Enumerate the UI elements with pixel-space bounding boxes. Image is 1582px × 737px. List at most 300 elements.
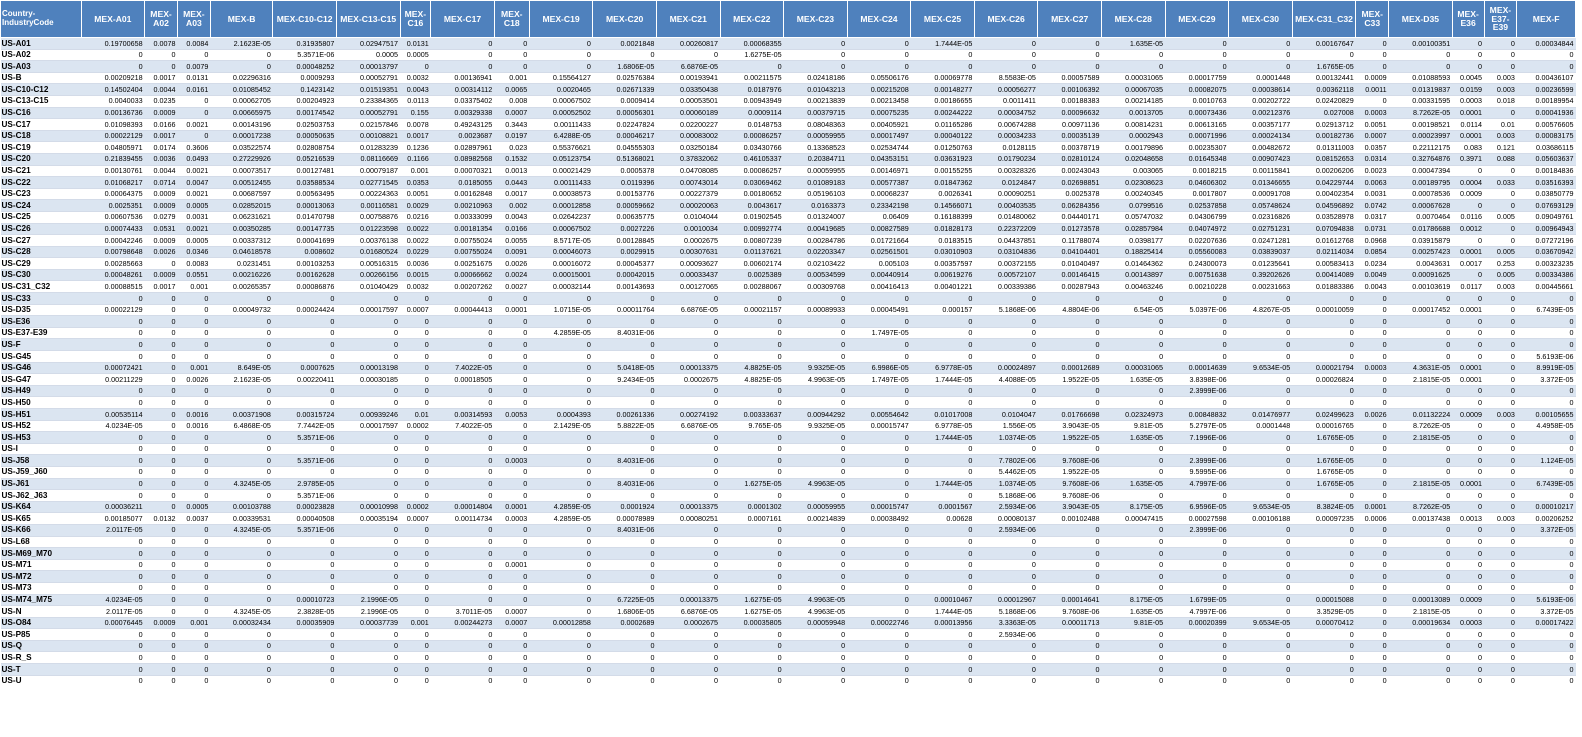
data-cell[interactable]: 0: [1038, 675, 1102, 686]
data-cell[interactable]: 2.3999E-06: [1165, 385, 1229, 397]
data-cell[interactable]: 0: [1389, 536, 1453, 548]
data-cell[interactable]: 0: [1229, 327, 1293, 339]
data-cell[interactable]: 0: [847, 49, 911, 61]
data-cell[interactable]: 0.00045377: [593, 258, 657, 270]
row-header-cell[interactable]: US-O84: [1, 617, 82, 629]
data-cell[interactable]: 0.00137438: [1389, 513, 1453, 525]
data-cell[interactable]: 0.0091: [494, 246, 529, 258]
data-cell[interactable]: 0.003: [1484, 130, 1517, 142]
data-cell[interactable]: 0.00073517: [210, 165, 273, 177]
data-cell[interactable]: 0.002: [494, 200, 529, 212]
data-cell[interactable]: 0.0004: [1452, 177, 1484, 189]
data-cell[interactable]: 0.00056277: [974, 84, 1038, 96]
data-cell[interactable]: 0: [210, 652, 273, 664]
data-cell[interactable]: 0.00114734: [431, 513, 495, 525]
data-cell[interactable]: 0: [431, 640, 495, 652]
data-cell[interactable]: 0.00333637: [720, 409, 784, 421]
data-cell[interactable]: 5.4462E-05: [974, 466, 1038, 478]
row-header-cell[interactable]: US-J61: [1, 478, 82, 490]
data-cell[interactable]: 0: [1452, 420, 1484, 432]
data-cell[interactable]: 0: [1389, 49, 1453, 61]
column-header-mex-c18[interactable]: MEX-C18: [494, 1, 529, 38]
data-cell[interactable]: 0.00100351: [1389, 38, 1453, 50]
data-cell[interactable]: 0: [81, 351, 145, 363]
data-cell[interactable]: 0.0731: [1356, 223, 1389, 235]
data-cell[interactable]: 0.00143196: [210, 119, 273, 131]
column-header-mex-c23[interactable]: MEX-C23: [784, 1, 848, 38]
data-cell[interactable]: 0: [1452, 339, 1484, 351]
data-cell[interactable]: 0: [974, 49, 1038, 61]
data-cell[interactable]: 0: [1229, 316, 1293, 328]
data-cell[interactable]: 0: [720, 455, 784, 467]
data-cell[interactable]: 0: [1389, 664, 1453, 676]
data-cell[interactable]: 0.05216539: [273, 153, 337, 165]
data-cell[interactable]: 0.00013089: [1389, 594, 1453, 606]
data-cell[interactable]: 0.00314112: [431, 84, 495, 96]
data-cell[interactable]: 0.0078: [145, 38, 178, 50]
data-cell[interactable]: 0: [1517, 490, 1576, 502]
data-cell[interactable]: 0: [1038, 443, 1102, 455]
data-cell[interactable]: 0: [177, 351, 210, 363]
data-cell[interactable]: 0: [1517, 316, 1576, 328]
data-cell[interactable]: 0.0132: [145, 513, 178, 525]
column-header-mex-e36[interactable]: MEX-E36: [1452, 1, 1484, 38]
data-cell[interactable]: 0.00174542: [273, 107, 337, 119]
data-cell[interactable]: 0: [1229, 571, 1293, 583]
data-cell[interactable]: 0.00088515: [81, 281, 145, 293]
data-cell[interactable]: 0: [784, 664, 848, 676]
data-cell[interactable]: 0: [911, 466, 975, 478]
data-cell[interactable]: 0.06231621: [210, 211, 273, 223]
data-cell[interactable]: 0: [336, 571, 400, 583]
data-cell[interactable]: 0: [210, 664, 273, 676]
data-cell[interactable]: 0: [720, 443, 784, 455]
data-cell[interactable]: 0.04708085: [656, 165, 720, 177]
data-cell[interactable]: 0: [1165, 316, 1229, 328]
data-cell[interactable]: 0.00038573: [529, 188, 593, 200]
data-cell[interactable]: 0.0116: [1452, 211, 1484, 223]
data-cell[interactable]: 0: [720, 316, 784, 328]
data-cell[interactable]: 9.2434E-05: [593, 374, 657, 386]
data-cell[interactable]: 0.00209218: [81, 72, 145, 84]
data-cell[interactable]: 0.01324007: [784, 211, 848, 223]
data-cell[interactable]: 2.1815E-05: [1389, 432, 1453, 444]
data-cell[interactable]: 0: [593, 640, 657, 652]
data-cell[interactable]: 0.04437851: [974, 235, 1038, 247]
data-cell[interactable]: 0.0279: [145, 211, 178, 223]
data-cell[interactable]: 1.635E-05: [1101, 432, 1165, 444]
data-cell[interactable]: 0: [1484, 339, 1517, 351]
data-cell[interactable]: 0.02324973: [1101, 409, 1165, 421]
data-cell[interactable]: 0: [494, 548, 529, 560]
data-cell[interactable]: 0: [1484, 235, 1517, 247]
data-cell[interactable]: 0.00376138: [336, 235, 400, 247]
data-cell[interactable]: 0.0070464: [1389, 211, 1453, 223]
data-cell[interactable]: 0: [1165, 38, 1229, 50]
data-cell[interactable]: 0.0174: [145, 142, 178, 154]
data-cell[interactable]: 0: [210, 675, 273, 686]
data-cell[interactable]: 0.0551: [177, 269, 210, 281]
data-cell[interactable]: 0: [529, 640, 593, 652]
data-cell[interactable]: 0: [145, 501, 178, 513]
data-cell[interactable]: 0: [974, 293, 1038, 305]
data-cell[interactable]: 0: [911, 316, 975, 328]
data-cell[interactable]: 0.00032434: [210, 617, 273, 629]
data-cell[interactable]: 9.7608E-06: [1038, 490, 1102, 502]
data-cell[interactable]: 0.00944292: [784, 409, 848, 421]
data-cell[interactable]: 0: [81, 478, 145, 490]
data-cell[interactable]: 0: [974, 571, 1038, 583]
column-header-mex-e37-e39[interactable]: MEX-E37-E39: [1484, 1, 1517, 38]
column-header-mex-c16[interactable]: MEX-C16: [400, 1, 431, 38]
data-cell[interactable]: 6.9986E-05: [847, 362, 911, 374]
data-cell[interactable]: 0: [1038, 385, 1102, 397]
data-cell[interactable]: 0.00235307: [1165, 142, 1229, 154]
data-cell[interactable]: 0: [1038, 49, 1102, 61]
data-cell[interactable]: 0: [210, 293, 273, 305]
data-cell[interactable]: 0: [400, 362, 431, 374]
data-cell[interactable]: 3.372E-05: [1517, 606, 1576, 618]
data-cell[interactable]: 3.3529E-05: [1292, 606, 1356, 618]
data-cell[interactable]: 0.00072421: [81, 362, 145, 374]
data-cell[interactable]: 0.0009: [1452, 594, 1484, 606]
data-cell[interactable]: 0.00198521: [1389, 119, 1453, 131]
data-cell[interactable]: 0: [720, 548, 784, 560]
data-cell[interactable]: 0: [273, 339, 337, 351]
column-header-mex-c25[interactable]: MEX-C25: [911, 1, 975, 38]
data-cell[interactable]: 0: [1292, 582, 1356, 594]
data-cell[interactable]: 0: [1292, 652, 1356, 664]
data-cell[interactable]: 0.01470798: [273, 211, 337, 223]
data-cell[interactable]: 0: [1389, 327, 1453, 339]
data-cell[interactable]: 0: [1165, 664, 1229, 676]
data-cell[interactable]: 0.00067502: [529, 223, 593, 235]
data-cell[interactable]: 0: [529, 466, 593, 478]
data-cell[interactable]: 0: [1038, 293, 1102, 305]
data-cell[interactable]: 0: [1389, 675, 1453, 686]
data-cell[interactable]: 0.02810124: [1038, 153, 1102, 165]
data-cell[interactable]: 0: [847, 339, 911, 351]
column-header-mex-c10-c12[interactable]: MEX-C10-C12: [273, 1, 337, 38]
row-header-cell[interactable]: US-J59_J60: [1, 466, 82, 478]
data-cell[interactable]: 4.7997E-06: [1165, 606, 1229, 618]
data-cell[interactable]: 0.00224363: [336, 188, 400, 200]
data-cell[interactable]: 0: [1452, 640, 1484, 652]
data-cell[interactable]: 0.3443: [494, 119, 529, 131]
data-cell[interactable]: 0.00089933: [784, 304, 848, 316]
data-cell[interactable]: 0: [273, 466, 337, 478]
data-cell[interactable]: 0: [1389, 582, 1453, 594]
data-cell[interactable]: 0.00021794: [1292, 362, 1356, 374]
data-cell[interactable]: 0: [529, 38, 593, 50]
data-cell[interactable]: 0: [1165, 327, 1229, 339]
data-cell[interactable]: 0: [1229, 478, 1293, 490]
data-cell[interactable]: 0: [529, 548, 593, 560]
data-cell[interactable]: 0.0021: [177, 119, 210, 131]
data-cell[interactable]: 0.00024424: [273, 304, 337, 316]
data-cell[interactable]: 0: [656, 664, 720, 676]
data-cell[interactable]: 9.7608E-06: [1038, 478, 1102, 490]
data-cell[interactable]: 0.04440171: [1038, 211, 1102, 223]
data-cell[interactable]: 0: [1038, 571, 1102, 583]
data-cell[interactable]: 0: [1292, 536, 1356, 548]
data-cell[interactable]: 0: [145, 420, 178, 432]
data-cell[interactable]: 0.02420829: [1292, 95, 1356, 107]
data-cell[interactable]: 0: [720, 652, 784, 664]
data-cell[interactable]: 0: [210, 61, 273, 73]
data-cell[interactable]: 0: [593, 466, 657, 478]
data-cell[interactable]: 0: [210, 582, 273, 594]
data-cell[interactable]: 0: [720, 351, 784, 363]
data-cell[interactable]: 0: [593, 432, 657, 444]
data-cell[interactable]: 0.0026341: [911, 188, 975, 200]
data-cell[interactable]: 0: [336, 351, 400, 363]
data-cell[interactable]: 2.1996E-05: [336, 606, 400, 618]
data-cell[interactable]: 0.0037: [177, 513, 210, 525]
data-cell[interactable]: 0.00031065: [1101, 72, 1165, 84]
data-cell[interactable]: 0: [1517, 339, 1576, 351]
data-cell[interactable]: 9.9325E-05: [784, 420, 848, 432]
data-cell[interactable]: 0: [1484, 501, 1517, 513]
data-cell[interactable]: 0.03516393: [1517, 177, 1576, 189]
row-header-cell[interactable]: US-R_S: [1, 652, 82, 664]
data-cell[interactable]: 0: [494, 49, 529, 61]
data-cell[interactable]: 0.0104044: [656, 211, 720, 223]
data-cell[interactable]: 8.175E-05: [1101, 594, 1165, 606]
data-cell[interactable]: 0: [145, 594, 178, 606]
data-cell[interactable]: 0.00024897: [974, 362, 1038, 374]
data-cell[interactable]: 0.0007: [400, 304, 431, 316]
data-cell[interactable]: 3.9043E-05: [1038, 420, 1102, 432]
row-header-cell[interactable]: US-N: [1, 606, 82, 618]
data-cell[interactable]: 0.00086257: [720, 130, 784, 142]
data-cell[interactable]: 0.00243043: [1038, 165, 1102, 177]
data-cell[interactable]: 0: [81, 582, 145, 594]
data-cell[interactable]: 0: [847, 571, 911, 583]
data-cell[interactable]: 0.0025389: [720, 269, 784, 281]
data-cell[interactable]: 0.00017238: [210, 130, 273, 142]
data-cell[interactable]: 1.9522E-05: [1038, 466, 1102, 478]
data-cell[interactable]: 6.54E-05: [1101, 304, 1165, 316]
data-cell[interactable]: 0: [529, 362, 593, 374]
data-cell[interactable]: 0.05747032: [1101, 211, 1165, 223]
data-cell[interactable]: 0: [847, 675, 911, 686]
data-cell[interactable]: 0.0002: [400, 420, 431, 432]
data-cell[interactable]: 0.00162848: [431, 188, 495, 200]
data-cell[interactable]: 1.0374E-05: [974, 432, 1038, 444]
data-cell[interactable]: 2.1815E-05: [1389, 606, 1453, 618]
data-cell[interactable]: 0: [1389, 293, 1453, 305]
data-cell[interactable]: 0.02537858: [1165, 200, 1229, 212]
data-cell[interactable]: 0: [336, 327, 400, 339]
data-cell[interactable]: 0.00011713: [1038, 617, 1102, 629]
data-cell[interactable]: 0: [1452, 200, 1484, 212]
data-cell[interactable]: 0.001: [177, 281, 210, 293]
data-cell[interactable]: 0: [431, 629, 495, 641]
data-cell[interactable]: 0.00034752: [974, 107, 1038, 119]
data-cell[interactable]: 0.00024134: [1229, 130, 1293, 142]
data-cell[interactable]: 0.00093627: [656, 258, 720, 270]
column-header-mex-c27[interactable]: MEX-C27: [1038, 1, 1102, 38]
data-cell[interactable]: 2.0117E-05: [81, 524, 145, 536]
data-cell[interactable]: 0.04596892: [1292, 200, 1356, 212]
data-cell[interactable]: 0.02808754: [273, 142, 337, 154]
data-cell[interactable]: 0.0009114: [720, 107, 784, 119]
data-cell[interactable]: 0: [593, 385, 657, 397]
data-cell[interactable]: 0: [400, 351, 431, 363]
data-cell[interactable]: 0: [1038, 536, 1102, 548]
data-cell[interactable]: 0: [81, 629, 145, 641]
data-cell[interactable]: 0.00350285: [210, 223, 273, 235]
data-cell[interactable]: 0.0002943: [1101, 130, 1165, 142]
data-cell[interactable]: 0.00357177: [1229, 119, 1293, 131]
data-cell[interactable]: 0: [847, 432, 911, 444]
data-cell[interactable]: 0: [1038, 524, 1102, 536]
data-cell[interactable]: 0.15564127: [529, 72, 593, 84]
data-cell[interactable]: 0: [1484, 455, 1517, 467]
data-cell[interactable]: 0.00059955: [784, 130, 848, 142]
data-cell[interactable]: 0: [1452, 548, 1484, 560]
data-cell[interactable]: 1.6765E-05: [1292, 478, 1356, 490]
data-cell[interactable]: 0.00136941: [431, 72, 495, 84]
data-cell[interactable]: 0: [145, 490, 178, 502]
data-cell[interactable]: 5.6193E-06: [1517, 351, 1576, 363]
data-cell[interactable]: 0.0148753: [720, 119, 784, 131]
data-cell[interactable]: 0: [720, 339, 784, 351]
data-cell[interactable]: 5.3571E-06: [273, 490, 337, 502]
data-cell[interactable]: 2.1996E-05: [336, 594, 400, 606]
data-cell[interactable]: 0.0003: [1356, 362, 1389, 374]
data-cell[interactable]: 0.00068355: [720, 38, 784, 50]
data-cell[interactable]: 0.00372155: [974, 258, 1038, 270]
data-cell[interactable]: 1.7444E-05: [911, 374, 975, 386]
data-cell[interactable]: 0: [1484, 385, 1517, 397]
row-header-cell[interactable]: US-B: [1, 72, 82, 84]
data-cell[interactable]: 0.00362118: [1292, 84, 1356, 96]
data-cell[interactable]: 0.00236599: [1517, 84, 1576, 96]
data-cell[interactable]: 0: [1484, 293, 1517, 305]
data-cell[interactable]: 0.0022: [400, 235, 431, 247]
data-cell[interactable]: 0: [1101, 61, 1165, 73]
data-cell[interactable]: 0: [1484, 629, 1517, 641]
data-cell[interactable]: 0.01273578: [1038, 223, 1102, 235]
data-cell[interactable]: 2.1815E-05: [1389, 374, 1453, 386]
data-cell[interactable]: 0: [1101, 443, 1165, 455]
data-cell[interactable]: 0: [784, 652, 848, 664]
data-cell[interactable]: 0.00136736: [81, 107, 145, 119]
data-cell[interactable]: 4.8825E-05: [720, 362, 784, 374]
data-cell[interactable]: 0: [1389, 466, 1453, 478]
data-cell[interactable]: 0.13368523: [784, 142, 848, 154]
data-cell[interactable]: 0: [784, 61, 848, 73]
data-cell[interactable]: 0.00992774: [720, 223, 784, 235]
data-cell[interactable]: 0.02316826: [1229, 211, 1293, 223]
data-cell[interactable]: 0: [81, 385, 145, 397]
data-cell[interactable]: 0: [1389, 571, 1453, 583]
data-cell[interactable]: 0: [1452, 652, 1484, 664]
data-cell[interactable]: 0.04618578: [210, 246, 273, 258]
data-cell[interactable]: 0: [720, 466, 784, 478]
data-cell[interactable]: 0: [656, 571, 720, 583]
data-cell[interactable]: 0: [1356, 293, 1389, 305]
data-cell[interactable]: 0: [336, 640, 400, 652]
data-cell[interactable]: 0: [1229, 606, 1293, 618]
data-cell[interactable]: 0: [1101, 466, 1165, 478]
data-cell[interactable]: 0: [720, 675, 784, 686]
data-cell[interactable]: 0.0119396: [593, 177, 657, 189]
data-cell[interactable]: 0.0009: [145, 617, 178, 629]
data-cell[interactable]: 0.00013375: [656, 594, 720, 606]
data-cell[interactable]: 0.00059662: [593, 200, 657, 212]
data-cell[interactable]: 0: [273, 675, 337, 686]
data-cell[interactable]: 0.00576605: [1517, 119, 1576, 131]
data-cell[interactable]: 0.0078: [400, 119, 431, 131]
data-cell[interactable]: 0: [593, 582, 657, 594]
data-cell[interactable]: 0.32764876: [1389, 153, 1453, 165]
data-cell[interactable]: 0: [177, 107, 210, 119]
data-cell[interactable]: 0.00021429: [529, 165, 593, 177]
data-cell[interactable]: 0: [1484, 582, 1517, 594]
data-cell[interactable]: 0.0007: [494, 617, 529, 629]
data-cell[interactable]: 0.0128115: [974, 142, 1038, 154]
data-cell[interactable]: 0: [1356, 478, 1389, 490]
data-cell[interactable]: 0: [1356, 49, 1389, 61]
data-cell[interactable]: 0: [145, 548, 178, 560]
data-cell[interactable]: 8.9919E-05: [1517, 362, 1576, 374]
data-cell[interactable]: 0: [784, 548, 848, 560]
data-cell[interactable]: 0: [1292, 571, 1356, 583]
data-cell[interactable]: 0.01645348: [1165, 153, 1229, 165]
data-cell[interactable]: 0.00619276: [911, 269, 975, 281]
data-cell[interactable]: 0.01040497: [1038, 258, 1102, 270]
data-cell[interactable]: 0: [593, 571, 657, 583]
data-cell[interactable]: 0.00182736: [1292, 130, 1356, 142]
data-cell[interactable]: 8.7262E-05: [1389, 420, 1453, 432]
data-cell[interactable]: 0.00064375: [81, 188, 145, 200]
data-cell[interactable]: 0: [400, 536, 431, 548]
data-cell[interactable]: 0: [593, 559, 657, 571]
data-cell[interactable]: 0.0001: [1452, 478, 1484, 490]
data-cell[interactable]: 0: [720, 61, 784, 73]
data-cell[interactable]: 0: [336, 293, 400, 305]
data-cell[interactable]: 0: [494, 351, 529, 363]
data-cell[interactable]: 0.00214839: [784, 513, 848, 525]
data-cell[interactable]: 0: [494, 374, 529, 386]
data-cell[interactable]: 0: [847, 478, 911, 490]
data-cell[interactable]: 0: [784, 38, 848, 50]
data-cell[interactable]: 0.0006: [1356, 513, 1389, 525]
data-cell[interactable]: 0.08116669: [336, 153, 400, 165]
data-cell[interactable]: 0: [720, 536, 784, 548]
data-cell[interactable]: 0.00103253: [273, 258, 337, 270]
data-cell[interactable]: 4.8267E-05: [1229, 304, 1293, 316]
data-cell[interactable]: 0.00185077: [81, 513, 145, 525]
data-cell[interactable]: 7.7802E-06: [974, 455, 1038, 467]
row-header-cell[interactable]: US-C24: [1, 200, 82, 212]
data-cell[interactable]: 4.0234E-05: [81, 594, 145, 606]
data-cell[interactable]: 0: [494, 664, 529, 676]
data-cell[interactable]: 0: [847, 524, 911, 536]
data-cell[interactable]: 0: [1229, 466, 1293, 478]
data-cell[interactable]: 0: [210, 455, 273, 467]
row-header-cell[interactable]: US-C26: [1, 223, 82, 235]
data-cell[interactable]: 0: [494, 339, 529, 351]
data-cell[interactable]: 0: [1356, 455, 1389, 467]
data-cell[interactable]: 0.00188383: [1038, 95, 1102, 107]
data-cell[interactable]: 0: [336, 524, 400, 536]
row-header-cell[interactable]: US-E36: [1, 316, 82, 328]
data-cell[interactable]: 0.0004393: [529, 409, 593, 421]
